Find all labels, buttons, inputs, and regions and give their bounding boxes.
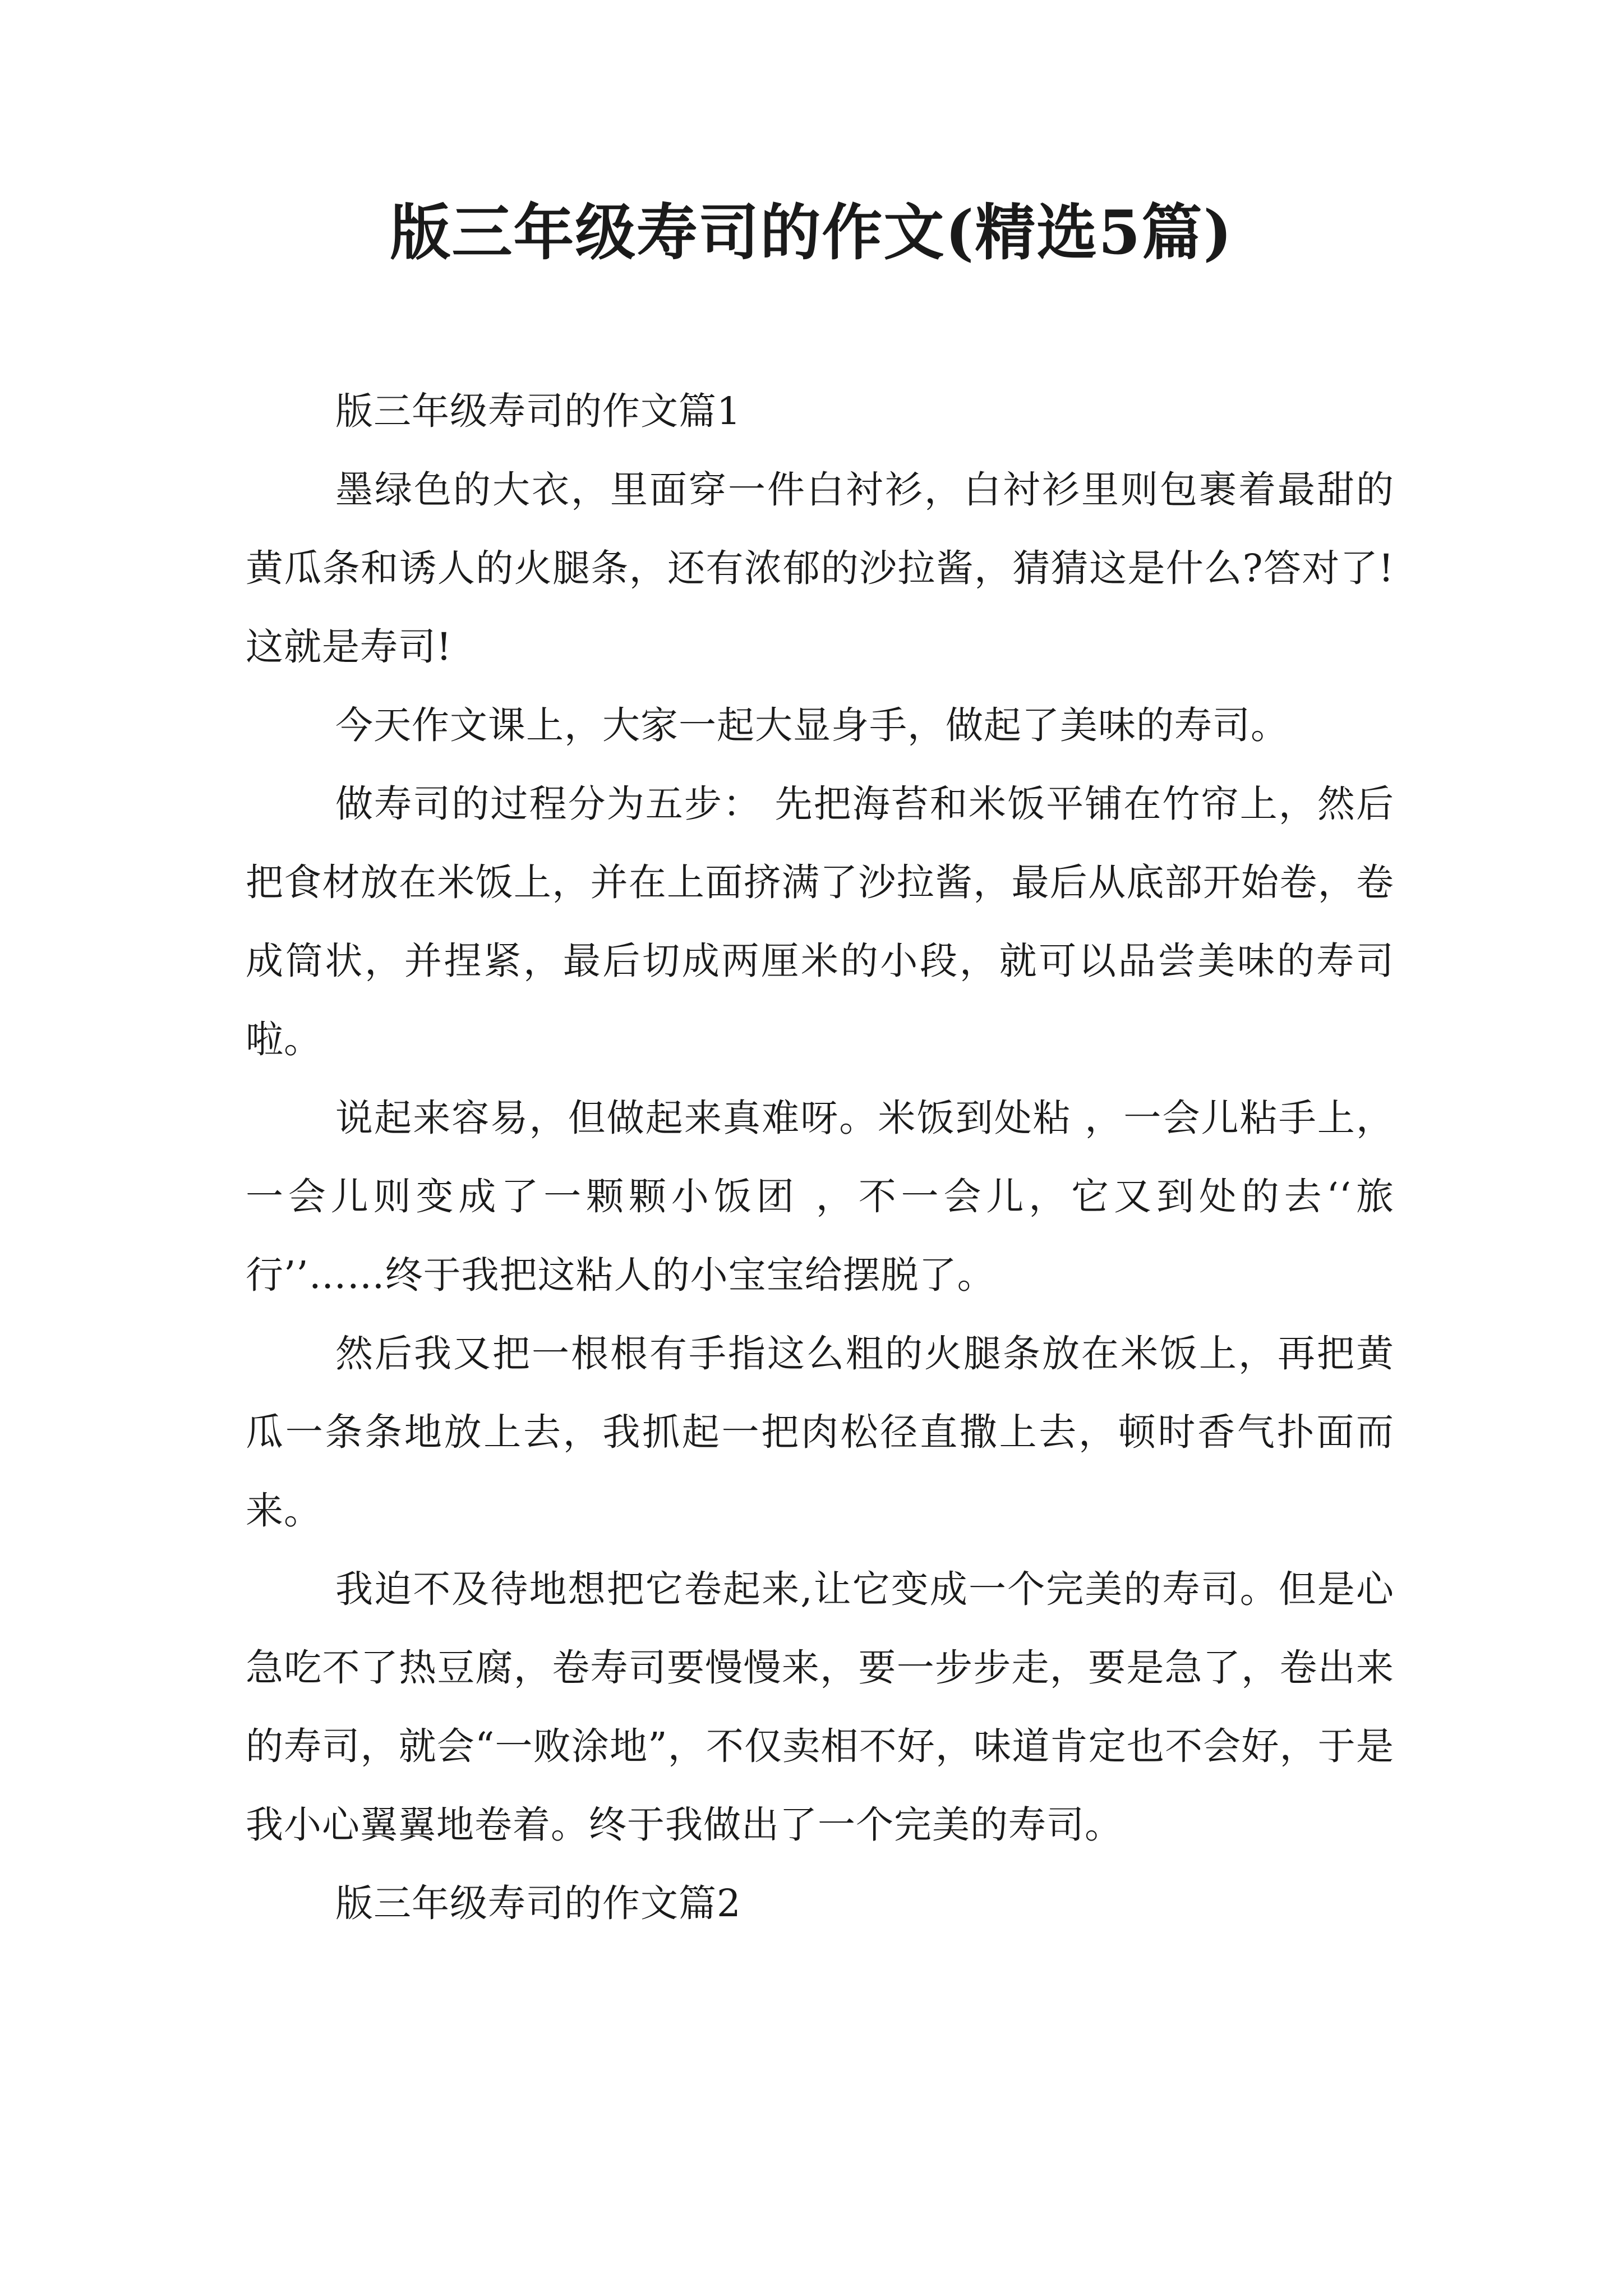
document-title: 版三年级寿司的作文(精选5篇): [390, 197, 1233, 268]
paragraph: 说起来容易，但做起来真难呀。米饭到处粘 ，一会儿粘手上，一会儿则变成了一颗颗小饭团 ，不一会儿，它又到处的去‘‘旅行’’……终于我把这粘人的小宝宝给摆脱了。: [246, 1096, 1394, 1297]
document-body: [246, 372, 1394, 1943]
paragraph: 墨绿色的大衣，里面穿一件白衬衫，白衬衫里则包裹着最甜的黄瓜条和诱人的火腿条，还有浓郁的沙拉酱，猜猜这是什么?答对了!这就是寿司!: [246, 468, 1394, 669]
paragraph: 我迫不及待地想把它卷起来,让它变成一个完美的寿司。但是心急吃不了热豆腐，卷寿司要慢慢来，要一步步走，要是急了，卷出来的寿司，就会“一败涂地”，不仅卖相不好，味道肯定也不会好，于是我小心翼翼地卷着。终于我做出了一个完美的寿司。: [246, 1567, 1394, 1847]
section-heading-2: 版三年级寿司的作文篇2: [335, 1881, 741, 1925]
paragraph: 然后我又把一根根有手指这么粗的火腿条放在米饭上，再把黄瓜一条条地放上去，我抓起一把肉松径直撒上去，顿时香气扑面而来。: [246, 1332, 1394, 1533]
paragraph: 今天作文课上，大家一起大显身手，做起了美味的寿司。: [335, 703, 1289, 747]
section-heading-1: 版三年级寿司的作文篇1: [335, 389, 741, 433]
paragraph: 做寿司的过程分为五步： 先把海苔和米饭平铺在竹帘上，然后把食材放在米饭上，并在上面挤满了沙拉酱，最后从底部开始卷，卷成筒状，并捏紧，最后切成两厘米的小段，就可以品尝美味的寿司啦。: [246, 782, 1394, 1061]
